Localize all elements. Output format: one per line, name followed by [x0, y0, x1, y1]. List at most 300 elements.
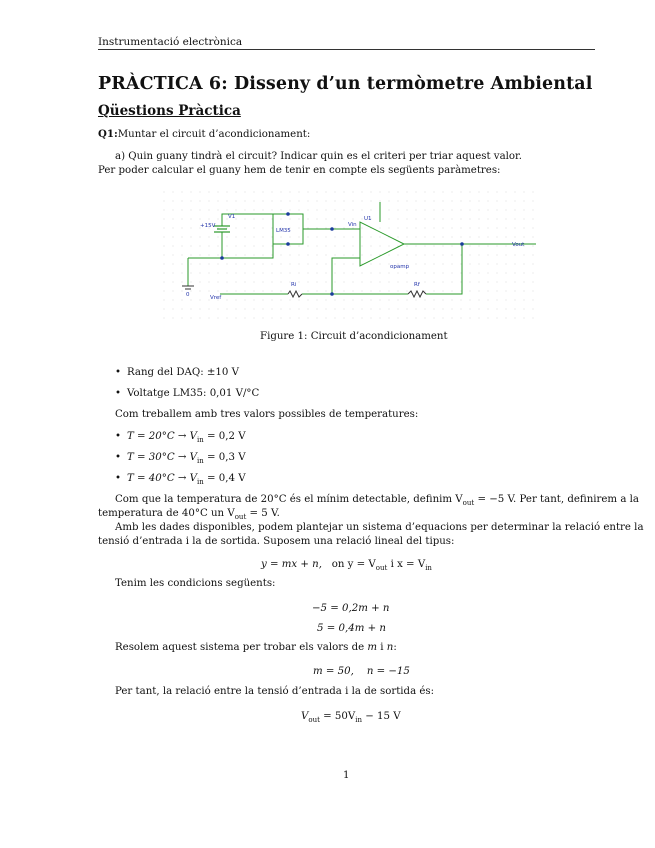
grid-dot: [218, 237, 219, 238]
grid-dot: [371, 309, 372, 310]
grid-dot: [416, 228, 417, 229]
grid-dot: [434, 264, 435, 265]
grid-dot: [452, 210, 453, 211]
grid-dot: [443, 228, 444, 229]
grid-dot: [182, 300, 183, 301]
param-item: • Voltatge LM35: 0,01 V/°C: [115, 388, 260, 399]
grid-dot: [497, 201, 498, 202]
grid-dot: [191, 201, 192, 202]
grid-dot: [344, 282, 345, 283]
grid-dot: [317, 192, 318, 193]
grid-dot: [245, 246, 246, 247]
grid-dot: [371, 273, 372, 274]
grid-dot: [452, 264, 453, 265]
grid-dot: [308, 219, 309, 220]
grid-dot: [227, 291, 228, 292]
grid-dot: [515, 237, 516, 238]
grid-dot: [236, 201, 237, 202]
grid-dot: [218, 273, 219, 274]
grid-dot: [425, 273, 426, 274]
grid-dot: [245, 273, 246, 274]
grid-dot: [488, 228, 489, 229]
equation-2: 5 = 0,4m + n: [317, 623, 386, 634]
grid-dot: [380, 309, 381, 310]
grid-dot: [308, 255, 309, 256]
grid-dot: [533, 210, 534, 211]
grid-dot: [182, 282, 183, 283]
grid-dot: [182, 264, 183, 265]
grid-dot: [200, 237, 201, 238]
grid-dot: [272, 192, 273, 193]
grid-dot: [479, 318, 480, 319]
grid-dot: [353, 201, 354, 202]
grid-dot: [344, 300, 345, 301]
grid-dot: [407, 210, 408, 211]
grid-dot: [227, 237, 228, 238]
grid-dot: [272, 228, 273, 229]
grid-dot: [263, 228, 264, 229]
grid-dot: [416, 192, 417, 193]
grid-dot: [371, 201, 372, 202]
grid-dot: [317, 300, 318, 301]
grid-dot: [416, 210, 417, 211]
grid-dot: [470, 219, 471, 220]
grid-dot: [506, 255, 507, 256]
grid-dot: [479, 273, 480, 274]
grid-dot: [200, 219, 201, 220]
grid-dot: [227, 201, 228, 202]
grid-dot: [524, 237, 525, 238]
grid-dot: [407, 309, 408, 310]
grid-dot: [200, 318, 201, 319]
grid-dot: [263, 264, 264, 265]
grid-dot: [452, 318, 453, 319]
grid-dot: [434, 219, 435, 220]
final-eq-part: V: [301, 711, 309, 722]
grid-dot: [344, 219, 345, 220]
grid-dot: [407, 282, 408, 283]
grid-dot: [398, 210, 399, 211]
label-u1: U1: [364, 216, 372, 222]
param-text: Voltatge LM35: 0,01 V/°C: [127, 388, 260, 399]
battery-symbol: [214, 226, 230, 232]
grid-dot: [515, 228, 516, 229]
solve-part: Resolem aquest sistema per trobar els valors de: [115, 642, 368, 653]
grid-dot: [434, 192, 435, 193]
grid-dot: [317, 264, 318, 265]
grid-dot: [173, 255, 174, 256]
grid-dot: [515, 219, 516, 220]
grid-dot: [497, 282, 498, 283]
grid-dot: [353, 264, 354, 265]
grid-dot: [443, 264, 444, 265]
solve-part: i: [377, 642, 387, 653]
grid-dot: [344, 255, 345, 256]
final-eq-sub: out: [308, 716, 320, 725]
grid-dot: [461, 237, 462, 238]
grid-dot: [497, 246, 498, 247]
temp-item: • $T = 40^\circ C \to V_{in} = 0,4$ V: [115, 473, 246, 487]
grid-dot: [290, 210, 291, 211]
grid-dot: [362, 273, 363, 274]
grid-dot: [461, 291, 462, 292]
grid-dot: [488, 237, 489, 238]
grid-dot: [452, 246, 453, 247]
grid-dot: [389, 210, 390, 211]
grid-dot: [416, 309, 417, 310]
grid-dot: [299, 273, 300, 274]
label-opamp: opamp: [390, 264, 410, 270]
grid-dot: [263, 282, 264, 283]
grid-dot: [245, 300, 246, 301]
grid-dot: [164, 300, 165, 301]
grid-dot: [272, 246, 273, 247]
grid-dot: [299, 237, 300, 238]
grid-dot: [407, 228, 408, 229]
grid-dot: [362, 246, 363, 247]
grid-dot: [470, 192, 471, 193]
grid-dot: [533, 192, 534, 193]
grid-dot: [254, 210, 255, 211]
grid-dot: [200, 210, 201, 211]
grid-dot: [488, 264, 489, 265]
grid-dot: [164, 246, 165, 247]
grid-dot: [425, 201, 426, 202]
grid-dot: [506, 219, 507, 220]
intro-text: Per poder calcular el guany hem de tenir en compte els següents paràmetres:: [98, 165, 501, 176]
grid-dot: [452, 300, 453, 301]
grid-dot: [470, 273, 471, 274]
grid-dot: [371, 291, 372, 292]
grid-dot: [335, 237, 336, 238]
grid-dot: [452, 228, 453, 229]
grid-dot: [281, 237, 282, 238]
grid-dot: [362, 282, 363, 283]
grid-dot: [299, 201, 300, 202]
grid-dot: [497, 300, 498, 301]
grid-dot: [461, 255, 462, 256]
page-number: 1: [343, 770, 350, 781]
grid-dot: [317, 273, 318, 274]
grid-dot: [425, 228, 426, 229]
grid-dot: [209, 210, 210, 211]
grid-dot: [416, 273, 417, 274]
grid-dot: [200, 246, 201, 247]
grid-dot: [533, 237, 534, 238]
grid-dot: [371, 264, 372, 265]
grid-dot: [506, 291, 507, 292]
grid-dot: [281, 219, 282, 220]
grid-dot: [524, 318, 525, 319]
grid-dot: [272, 255, 273, 256]
grid-dot: [524, 192, 525, 193]
grid-dot: [452, 291, 453, 292]
grid-dot: [488, 219, 489, 220]
grid-dot: [425, 237, 426, 238]
grid-dot: [371, 282, 372, 283]
grid-dot: [497, 255, 498, 256]
grid-dot: [371, 318, 372, 319]
grid-dot: [245, 291, 246, 292]
param-item: • Rang del DAQ: ±10 V: [115, 367, 239, 378]
grid-dot: [389, 273, 390, 274]
grid-dot: [290, 201, 291, 202]
grid-dot: [488, 291, 489, 292]
label-vout: Vout: [512, 242, 525, 248]
grid-dot: [380, 264, 381, 265]
grid-dot: [353, 192, 354, 193]
grid-dot: [236, 300, 237, 301]
grid-dot: [533, 219, 534, 220]
question-a: a) Quin guany tindrà el circuit? Indicar quin es el criteri per triar aquest valor.: [115, 151, 523, 162]
grid-dot: [173, 228, 174, 229]
grid-dot: [443, 300, 444, 301]
ground-symbol: [182, 286, 194, 289]
grid-dot: [299, 192, 300, 193]
grid-dot: [353, 219, 354, 220]
grid-dot: [290, 318, 291, 319]
grid-dot: [407, 219, 408, 220]
grid-dot: [344, 309, 345, 310]
grid-dot: [272, 309, 273, 310]
grid-dot: [317, 219, 318, 220]
grid-dot: [245, 264, 246, 265]
grid-dot: [200, 255, 201, 256]
grid-dot: [272, 264, 273, 265]
grid-dot: [182, 309, 183, 310]
grid-dot: [263, 246, 264, 247]
grid-dot: [506, 246, 507, 247]
grid-dot: [506, 282, 507, 283]
solution: m = 50, n = −15: [313, 666, 410, 677]
grid-dot: [344, 228, 345, 229]
grid-dot: [173, 201, 174, 202]
grid-dot: [326, 282, 327, 283]
grid-dot: [227, 255, 228, 256]
grid-dot: [344, 192, 345, 193]
grid-dot: [263, 237, 264, 238]
grid-dot: [200, 300, 201, 301]
grid-dot: [254, 228, 255, 229]
grid-dot: [299, 309, 300, 310]
grid-dot: [254, 318, 255, 319]
running-header: Instrumentació electrònica: [98, 36, 243, 48]
grid-dot: [299, 264, 300, 265]
grid-dot: [461, 219, 462, 220]
para-sub: out: [462, 499, 475, 508]
grid-dot: [308, 246, 309, 247]
grid-dot: [479, 201, 480, 202]
grid-dot: [191, 192, 192, 193]
grid-dot: [524, 264, 525, 265]
grid-dot: [353, 255, 354, 256]
grid-dot: [425, 309, 426, 310]
grid-dot: [299, 219, 300, 220]
grid-dot: [353, 246, 354, 247]
grid-dot: [182, 246, 183, 247]
grid-dot: [290, 264, 291, 265]
circuit-diagram: [160, 186, 536, 320]
grid-dot: [308, 201, 309, 202]
grid-dot: [524, 201, 525, 202]
grid-dot: [416, 246, 417, 247]
solve-text: [115, 642, 397, 653]
grid-dot: [218, 210, 219, 211]
grid-dot: [389, 300, 390, 301]
grid-dot: [272, 201, 273, 202]
grid-dot: [515, 291, 516, 292]
grid-dot: [272, 318, 273, 319]
grid-dot: [353, 237, 354, 238]
grid-dot: [434, 273, 435, 274]
grid-dot: [290, 237, 291, 238]
grid-dot: [533, 309, 534, 310]
eq-sub: in: [425, 564, 432, 573]
grid-dot: [164, 237, 165, 238]
label-vref: Vref: [210, 295, 222, 301]
grid-dot: [506, 237, 507, 238]
grid-dot: [524, 255, 525, 256]
grid-dot: [290, 255, 291, 256]
question-1: [98, 128, 310, 140]
grid-dot: [281, 201, 282, 202]
grid-dot: [272, 210, 273, 211]
grid-dot: [344, 273, 345, 274]
grid-dot: [173, 300, 174, 301]
grid-dot: [173, 309, 174, 310]
grid-dot: [353, 309, 354, 310]
grid-dot: [434, 255, 435, 256]
grid-dot: [335, 300, 336, 301]
grid-dot: [362, 300, 363, 301]
solve-var: n: [386, 642, 394, 653]
question-text: Muntar el circuit d’acondicionament:: [117, 129, 311, 140]
grid-dot: [398, 228, 399, 229]
grid-dot: [299, 282, 300, 283]
grid-dot: [470, 228, 471, 229]
grid-dot: [497, 192, 498, 193]
grid-dot: [479, 291, 480, 292]
grid-dot: [227, 300, 228, 301]
grid-dot: [182, 237, 183, 238]
grid-dot: [533, 264, 534, 265]
grid-dot: [443, 210, 444, 211]
grid-dot: [479, 219, 480, 220]
grid-dot: [344, 246, 345, 247]
grid-dot: [281, 300, 282, 301]
grid-dot: [371, 210, 372, 211]
grid-dot: [290, 192, 291, 193]
grid-dot: [434, 228, 435, 229]
grid-dot: [461, 246, 462, 247]
solve-part: :: [393, 642, 397, 653]
grid-dot: [506, 210, 507, 211]
grid-dot: [218, 246, 219, 247]
grid-dot: [416, 219, 417, 220]
grid-dot: [335, 210, 336, 211]
grid-dot: [515, 300, 516, 301]
label-gnd: 0: [186, 292, 190, 298]
grid-dot: [515, 264, 516, 265]
grid-dot: [245, 318, 246, 319]
label-vin: Vin: [348, 222, 357, 228]
grid-dot: [182, 318, 183, 319]
grid-dot: [479, 192, 480, 193]
grid-dot: [236, 210, 237, 211]
grid-dot: [317, 282, 318, 283]
grid-dot: [452, 255, 453, 256]
grid-dot: [452, 282, 453, 283]
grid-dot: [191, 210, 192, 211]
grid-dot: [308, 228, 309, 229]
grid-dot: [515, 255, 516, 256]
temp-sub: in: [197, 478, 204, 487]
grid-dot: [515, 282, 516, 283]
grid-dot: [317, 228, 318, 229]
paragraph-2-line2: tensió d’entrada i la de sortida. Suposem una relació lineal del tipus:: [98, 536, 455, 547]
grid-dot: [182, 228, 183, 229]
grid-dot: [191, 282, 192, 283]
grid-dot: [236, 255, 237, 256]
grid-dot: [380, 273, 381, 274]
grid-dot: [263, 309, 264, 310]
grid-dot: [218, 219, 219, 220]
grid-dot: [299, 300, 300, 301]
grid-dot: [533, 201, 534, 202]
grid-dot: [407, 201, 408, 202]
grid-dot: [470, 237, 471, 238]
grid-dot: [263, 192, 264, 193]
grid-dot: [326, 309, 327, 310]
grid-dot: [326, 291, 327, 292]
grid-dot: [389, 219, 390, 220]
grid-dot: [398, 201, 399, 202]
grid-dot: [362, 201, 363, 202]
grid-dot: [461, 210, 462, 211]
grid-dot: [533, 255, 534, 256]
grid-dot: [191, 309, 192, 310]
grid-dot: [308, 300, 309, 301]
grid-dot: [164, 318, 165, 319]
grid-dot: [506, 228, 507, 229]
grid-dot: [308, 210, 309, 211]
grid-dot: [263, 291, 264, 292]
grid-dot: [389, 318, 390, 319]
grid-dot: [236, 237, 237, 238]
grid-dot: [344, 291, 345, 292]
grid-dot: [209, 219, 210, 220]
grid-dot: [524, 300, 525, 301]
grid-dot: [326, 318, 327, 319]
grid-dot: [218, 318, 219, 319]
grid-dot: [524, 210, 525, 211]
grid-dot: [335, 309, 336, 310]
grid-dot: [236, 309, 237, 310]
grid-dot: [416, 264, 417, 265]
grid-dot: [380, 300, 381, 301]
grid-dot: [425, 291, 426, 292]
grid-dot: [353, 273, 354, 274]
grid-dot: [452, 219, 453, 220]
grid-dot: [362, 291, 363, 292]
grid-dot: [191, 300, 192, 301]
grid-dot: [461, 273, 462, 274]
solve-var: m: [367, 642, 378, 653]
para-text: = 5 V.: [246, 508, 280, 519]
grid-dot: [524, 219, 525, 220]
grid-dot: [218, 201, 219, 202]
grid-dot: [362, 228, 363, 229]
